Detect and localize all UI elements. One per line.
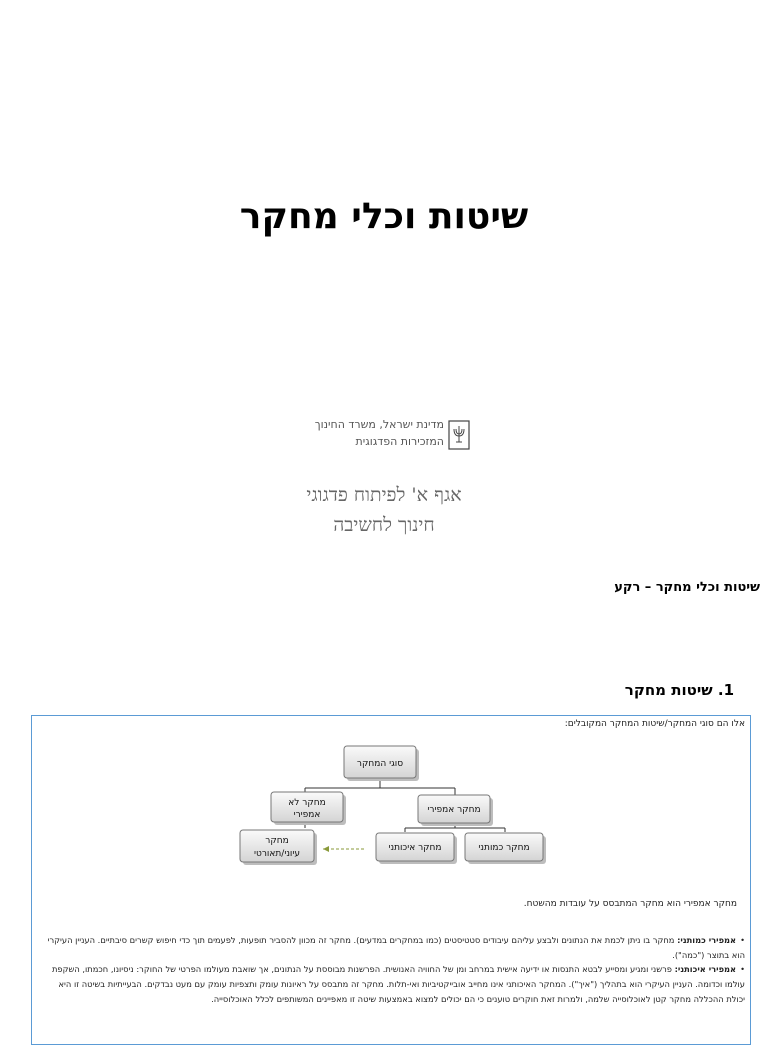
node-quantitative [465, 833, 546, 864]
research-types-diagram [230, 742, 560, 872]
svg-text:מחקר איכותני: מחקר איכותני [388, 843, 442, 853]
bullet-label: אמפירי איכותני: [674, 964, 737, 974]
page-title: שיטות וכלי מחקר [239, 196, 529, 237]
svg-text:אמפירי: אמפירי [293, 810, 321, 820]
department-name: אגף א' לפיתוח פדגוגי [306, 484, 462, 506]
bullet-text: פרשני ומגיע ומסייע לבטא התנסות או ידיעה אישית במרחב ומן של החוויה האנושית. הפרשנות מבוססת על הנתונים, אך שואבת מעולמו הפרטי של החוקר: ניסיונו, חכמתו, השקפת עולמו וכדומה. העניין העיקרי הוא בתהליך ("איך"). המחקר האיכותני אינו מחייב אובייקטיביות ואי-תלות. מחקר זה מתבסס על ראיונות עומק ותצפיות עומק עם מעט נבדקים. הבעייתיות בשיטה זו היא יכולת ההכללה מחקר קטן לאוכלוסייה שלמה, ולמרות זאת חוקרים טוענים כי הם יכולים למצוא באמצעות שיטה זו מאפיינים המשותפים לכלל האוכלוסייה. [51, 964, 745, 1004]
svg-text:מחקר אמפירי: מחקר אמפירי [427, 805, 481, 815]
bullet-dot-icon: • [740, 935, 745, 945]
node-qualitative [376, 833, 457, 864]
svg-text:סוגי המחקר: סוגי המחקר [356, 759, 404, 769]
ministry-division: המזכירות הפדגוגית [355, 435, 444, 448]
ministry-name: מדינת ישראל, משרד החינוך [314, 418, 444, 431]
node-non-empirical [271, 792, 346, 825]
bullet-text: מחקר בו ניתן לכמת את הנתונים ולבצע עליהם עיבודים סטטיסטים (כמו במחקרים במדעים). מחקר זה מכוון להסביר תופעות, לפעמים תוך כדי חיפוש קשרים סיבתיים. העניין העיקרי הוא בתוצר ("כמה"). [47, 935, 745, 960]
svg-text:מחקר לא: מחקר לא [288, 798, 326, 808]
empirical-definition: מחקר אמפירי הוא מחקר המתבסס על עובדות מהשטח. [523, 899, 737, 909]
bullet-qualitative [45, 962, 745, 1007]
node-research-types [344, 746, 419, 781]
bullet-label: אמפירי כמותני: [677, 935, 737, 945]
menorah-emblem-icon [448, 420, 470, 450]
department-unit: חינוך לחשיבה [333, 514, 435, 536]
svg-text:עיוני/תאורטי: עיוני/תאורטי [253, 849, 301, 859]
node-theoretical [240, 830, 317, 865]
svg-text:מחקר כמותני: מחקר כמותני [478, 843, 530, 853]
section-heading: 1. שיטות מחקר [624, 681, 734, 699]
svg-text:מחקר: מחקר [265, 836, 289, 846]
node-empirical [418, 795, 493, 826]
intro-text: אלו הם סוגי המחקר/שיטות המחקר המקובלים: [564, 719, 745, 729]
dashed-arrow [323, 846, 364, 852]
document-subtitle: שיטות וכלי מחקר – רקע [614, 580, 760, 595]
bullet-quantitative [45, 933, 745, 963]
ministry-logo-block [300, 418, 470, 454]
bullet-dot-icon: • [740, 964, 745, 974]
